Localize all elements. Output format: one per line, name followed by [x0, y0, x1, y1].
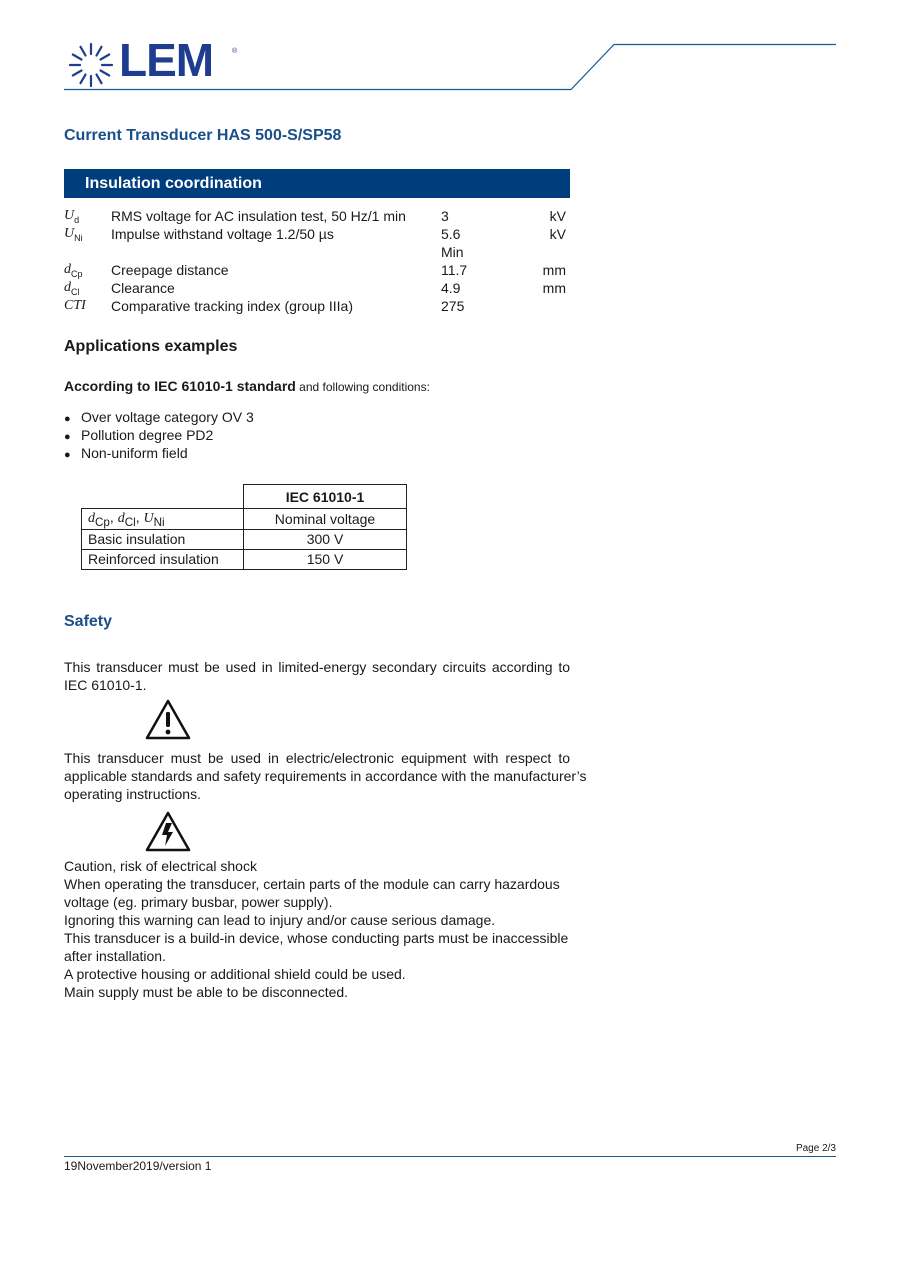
table-row: [82, 529, 407, 549]
list-item: [64, 408, 254, 428]
brand-wordmark: LEM: [119, 34, 214, 86]
symbol: $d_{Cl}$: [64, 280, 80, 297]
safety-line: after installation.: [64, 948, 166, 964]
lem-sunburst-logo-icon: [68, 42, 114, 88]
row-value: 300 V: [244, 529, 407, 549]
footer-rule: [64, 1156, 836, 1157]
safety-line: Ignoring this warning can lead to injury and/or cause serious damage.: [64, 912, 496, 928]
applications-intro: [64, 377, 430, 396]
safety-line: Main supply must be able to be disconnected.: [64, 984, 349, 1000]
unit: mm: [542, 280, 566, 296]
symbol: $d_{Cp}$: [64, 262, 83, 279]
description: Comparative tracking index (group IIIa): [111, 298, 353, 314]
insulation-row: [64, 297, 570, 315]
value: 5.6: [441, 226, 461, 242]
unit: mm: [542, 262, 566, 278]
safety-para-2-line-2: applicable standards and safety requirements in accordance with the manufacturer’s: [64, 768, 587, 784]
bullet-icon: ●: [64, 431, 71, 443]
registered-mark: ®: [232, 48, 238, 55]
safety-para-1-line-1: This transducer must be used in limited-energy secondary circuits according to: [64, 659, 570, 675]
row-value: 150 V: [244, 549, 407, 569]
safety-line: When operating the transducer, certain parts of the module can carry hazardous: [64, 876, 560, 892]
intro-bold: According to IEC 61010-1 standard: [64, 378, 296, 394]
bullet-icon: ●: [64, 449, 71, 461]
page-number: Page 2/3: [795, 1143, 836, 1154]
description: RMS voltage for AC insulation test, 50 Hz/1 min: [111, 208, 406, 224]
applications-heading: Applications examples: [64, 338, 238, 355]
table-row: [82, 549, 407, 569]
list-item: [64, 444, 188, 464]
value-qualifier: Min: [441, 244, 464, 260]
safety-line: Caution, risk of electrical shock: [64, 858, 257, 874]
bullet-icon: ●: [64, 413, 71, 425]
safety-line: A protective housing or additional shield could be used.: [64, 966, 406, 982]
safety-para-2-line-1: This transducer must be used in electric/electronic equipment with respect to: [64, 750, 570, 766]
warning-icon: [145, 699, 191, 740]
safety-line: This transducer is a build-in device, whose conducting parts must be inaccessible: [64, 930, 569, 946]
value: 4.9: [441, 280, 461, 296]
list-item-text: Non-uniform field: [81, 445, 188, 461]
row-label: Reinforced insulation: [82, 549, 244, 569]
electric-shock-icon: [145, 811, 191, 852]
description: Clearance: [111, 280, 175, 296]
safety-heading: Safety: [64, 613, 113, 630]
list-item: [64, 426, 213, 446]
table-corner: [82, 485, 244, 509]
symbol-cell: $d_{Cp}$, $d_{Cl}$, $U_{Ni}$: [82, 509, 244, 530]
list-item-text: Pollution degree PD2: [81, 427, 214, 443]
insulation-row: [64, 279, 570, 297]
value: 275: [441, 298, 465, 314]
safety-para-2-line-3: operating instructions.: [64, 786, 201, 802]
safety-line: voltage (eg. primary busbar, power supply).: [64, 894, 333, 910]
version-label: 19November2019/version 1: [64, 1159, 212, 1173]
unit: kV: [549, 226, 566, 242]
intro-rest: and following conditions:: [295, 380, 430, 394]
description: Impulse withstand voltage 1.2/50 µs: [111, 226, 334, 242]
table-header: IEC 61010-1: [244, 485, 407, 509]
document-title: Current Transducer HAS 500-S/SP58: [64, 127, 342, 144]
insulation-heading: Insulation coordination: [64, 169, 570, 198]
list-item-text: Over voltage category OV 3: [81, 409, 254, 425]
value: 11.7: [441, 262, 468, 278]
insulation-row: [64, 207, 570, 225]
insulation-row: [64, 243, 570, 261]
table-subheader: Nominal voltage: [244, 509, 407, 530]
description: Creepage distance: [111, 262, 229, 278]
safety-para-1-line-2: IEC 61010-1.: [64, 677, 147, 693]
symbol: $U_{Ni}$: [64, 226, 83, 243]
symbol: CTI: [64, 298, 86, 313]
value: 3: [441, 208, 449, 224]
unit: kV: [549, 208, 566, 224]
iec-table: [81, 484, 407, 570]
insulation-row: [64, 261, 570, 279]
row-label: Basic insulation: [82, 529, 244, 549]
insulation-row: [64, 225, 570, 243]
symbol: $U_d$: [64, 208, 80, 225]
